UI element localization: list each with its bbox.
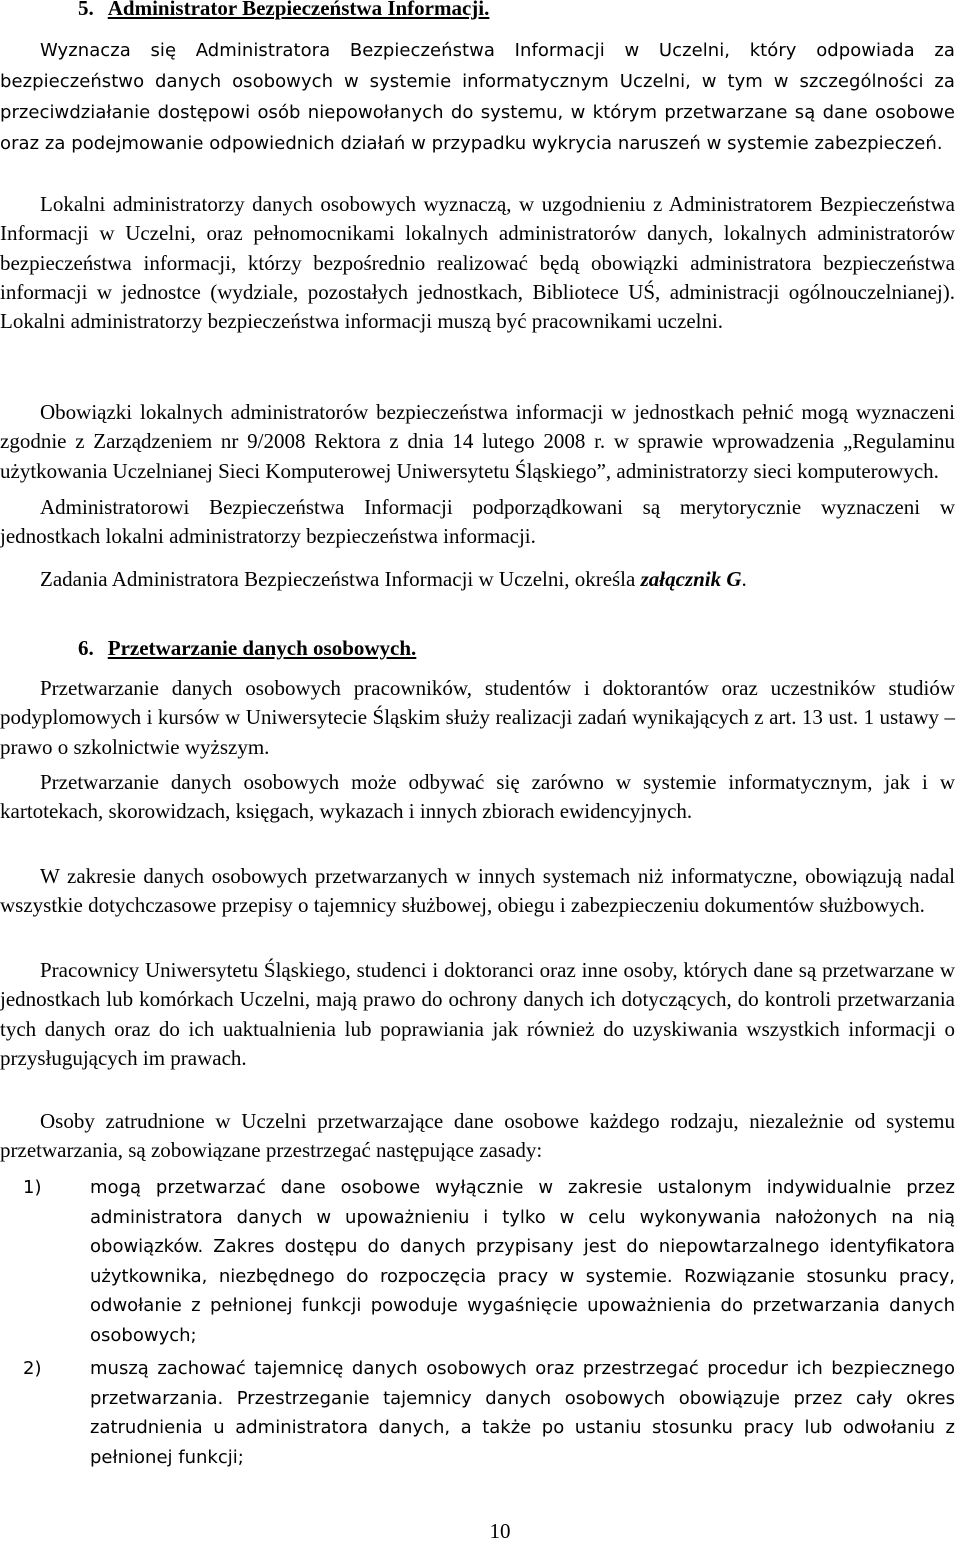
section-5-title: Administrator Bezpieczeństwa Informacji. [107,0,490,20]
section-6-paragraph-3: W zakresie danych osobowych przetwarzanych w innych systemach niż informatyczne, obowiązują nadal wszystkie dotychczasowe przepisy o tajemnicy służbowej, obiegu i zabezpieczeniu dokumentów służbowych. [0,864,955,918]
section-5-paragraph-5-end: . [741,567,747,591]
attachment-reference: załącznik G [640,567,742,591]
section-5-heading [78,0,489,20]
list-item-text: mogą przetwarzać dane osobowe wyłącznie w zakresie ustalonym indywidualnie przez administratora danych w upoważnieniu i tylko w celu wykonywania nałożonych na nią obowiązków. Zakres dostępu do danych przypisany jest do niepowtarzalnego identyfikatora użytkownika, niezbędnego do rozpoczęcia pracy w systemie. Rozwiązanie stosunku pracy, odwołanie z pełnionej funkcji powoduje wygaśnięcie upoważnienia do przetwarzania danych osobowych; [90,1177,955,1346]
section-5-paragraph-5 [0,565,955,594]
section-5-paragraph-4: Administratorowi Bezpieczeństwa Informacji podporządkowani są merytorycznie wyznaczeni w jednostkach lokalni administratorzy bezpieczeństwa informacji. [0,495,955,549]
list-item [0,1354,955,1472]
section-5-paragraph-5-text: Zadania Administratora Bezpieczeństwa Informacji w Uczelni, określa [40,567,641,591]
section-6-paragraph-1: Przetwarzanie danych osobowych pracowników, studentów i doktorantów oraz uczestników studiów podyplomowych i kursów w Uniwersytecie Śląskim służy realizacji zadań wynikających z art. 13 ust. 1 ustawy – prawo o szkolnictwie wyższym. [0,676,955,759]
section-6-paragraph-4: Pracownicy Uniwersytetu Śląskiego, studenci i doktoranci oraz inne osoby, których dane są przetwarzane w jednostkach lub komórkach Uczelni, mają prawo do ochrony danych ich dotyczących, do kontroli przetwarzania tych danych oraz do ich uaktualnienia lub poprawiania jak również do uzyskiwania wszystkich informacji o przysługujących im prawach. [0,958,955,1070]
page-number: 10 [489,1519,511,1543]
section-6-number: 6. [78,636,94,660]
section-5-paragraph-1: Wyznacza się Administratora Bezpieczeństwa Informacji w Uczelni, który odpowiada za bezpieczeństwo danych osobowych w systemie informatycznym Uczelni, w tym w szczególności za przeciwdziałanie dostępowi osób niepowołanych do systemu, w którym przetwarzane są dane osobowe oraz za podejmowanie odpowiednich działań w przypadku wykrycia naruszeń w systemie zabezpieczeń. [0,40,955,154]
section-5-paragraph-2: Lokalni administratorzy danych osobowych wyznaczą, w uzgodnieniu z Administratorem Bezpieczeństwa Informacji w Uczelni, oraz pełnomocnikami lokalnych administratorów danych, lokalnych administratorów bezpieczeństwa informacji, którzy bezpośrednio realizować będą obowiązki administratora bezpieczeństwa informacji w jednostce (wydziale, pozostałych jednostkach, Bibliotece UŚ, administracji ogólnouczelnianej). Lokalni administratorzy bezpieczeństwa informacji muszą być pracownikami uczelni. [0,192,955,334]
list-item-text: muszą zachować tajemnicę danych osobowych oraz przestrzegać procedur ich bezpiecznego przetwarzania. Przestrzeganie tajemnicy danych osobowych obowiązuje przez cały okres zatrudnienia u administratora danych, a także po ustaniu stosunku pracy lub odwołaniu z pełnionej funkcji; [90,1358,955,1468]
section-5-number: 5. [78,0,94,20]
section-6-title: Przetwarzanie danych osobowych. [107,636,417,660]
section-6-paragraph-5: Osoby zatrudnione w Uczelni przetwarzające dane osobowe każdego rodzaju, niezależnie od systemu przetwarzania, są zobowiązane przestrzegać następujące zasady: [0,1109,955,1163]
section-5-paragraph-3: Obowiązki lokalnych administratorów bezpieczeństwa informacji w jednostkach pełnić mogą wyznaczeni zgodnie z Zarządzeniem nr 9/2008 Rektora z dnia 14 lutego 2008 r. w sprawie wprowadzenia „Regulaminu użytkowania Uczelnianej Sieci Komputerowej Uniwersytetu Śląskiego”, administratorzy sieci komputerowych. [0,400,955,483]
list-item-marker: 2) [23,1358,42,1379]
section-6-heading [78,636,416,660]
list-item-marker: 1) [23,1177,42,1198]
section-6-paragraph-2: Przetwarzanie danych osobowych może odbywać się zarówno w systemie informatycznym, jak i w kartotekach, skorowidzach, księgach, wykazach i innych zbiorach ewidencyjnych. [0,770,955,824]
list-item [0,1173,955,1350]
rules-list [0,1173,955,1476]
